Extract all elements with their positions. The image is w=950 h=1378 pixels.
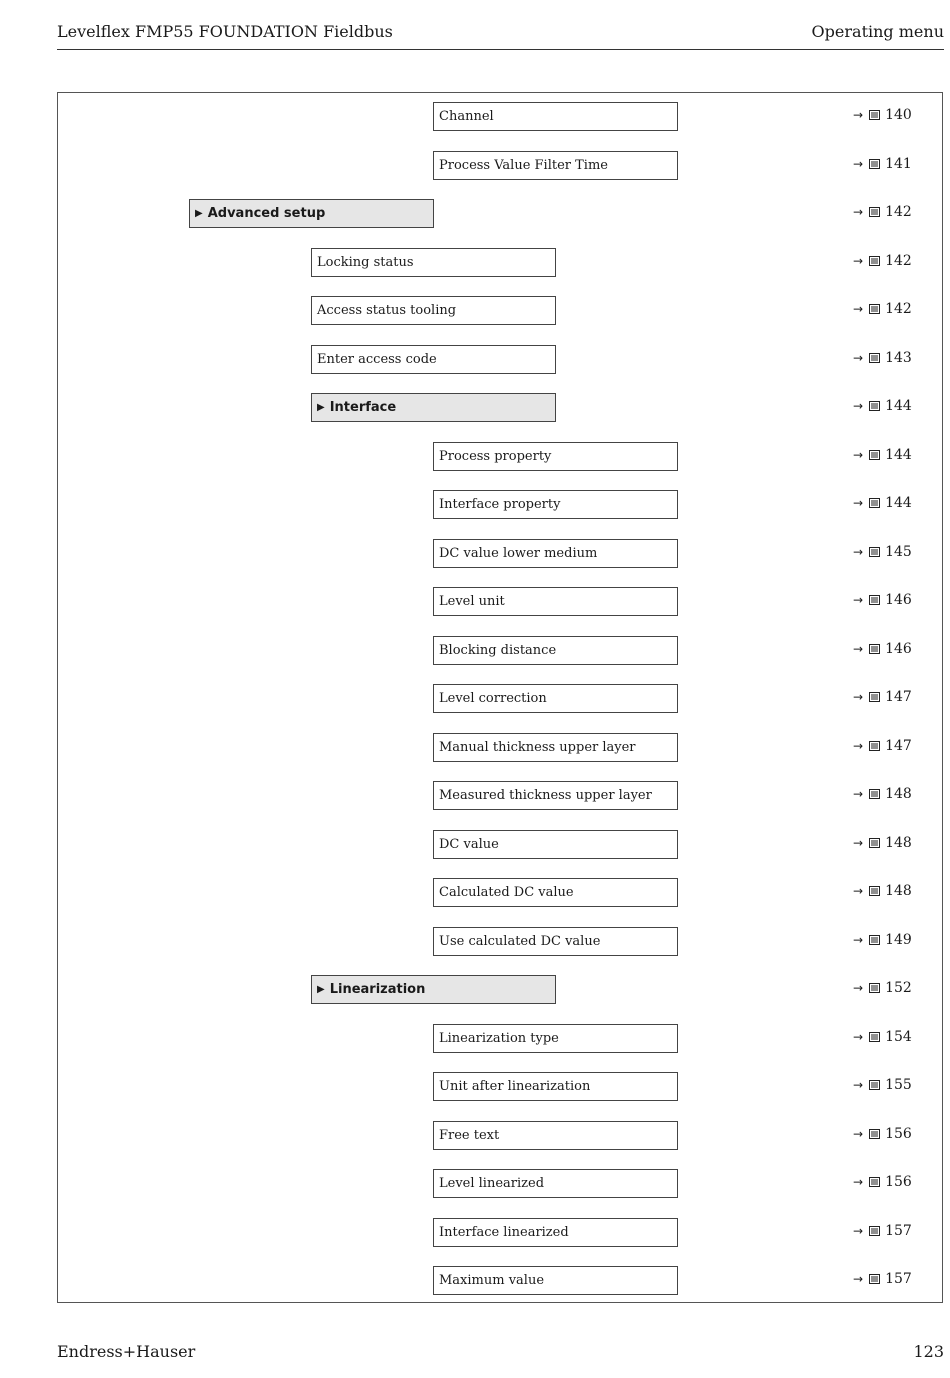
page-reference[interactable]	[853, 442, 912, 469]
arrow-right-icon: →	[853, 932, 864, 947]
parameter-label: Free text	[439, 1127, 500, 1143]
page-reference[interactable]	[853, 1121, 912, 1148]
parameter-label: DC value	[439, 836, 499, 852]
parameter-label: Process property	[439, 448, 552, 464]
arrow-right-icon: →	[853, 544, 864, 559]
arrow-right-icon: →	[853, 1029, 864, 1044]
page-link-number: 146	[885, 592, 912, 608]
page-link-number: 154	[885, 1028, 912, 1045]
page-reference[interactable]	[853, 199, 912, 226]
page-link-number: 157	[885, 1271, 912, 1287]
header-rule	[57, 49, 944, 50]
arrow-right-icon: →	[853, 399, 864, 413]
menu-row	[58, 1169, 942, 1198]
parameter-label: DC value lower medium	[439, 545, 598, 561]
page-link-number: 144	[885, 495, 912, 511]
page-link-number: 149	[885, 931, 912, 948]
parameter-label: Blocking distance	[439, 642, 557, 658]
page-reference[interactable]	[853, 1218, 912, 1245]
page-number: 123	[913, 1342, 944, 1361]
parameter-box	[433, 490, 678, 519]
parameter-box	[433, 151, 678, 180]
menu-row	[58, 1218, 942, 1247]
parameter-box	[311, 345, 556, 374]
arrow-right-icon: →	[853, 1175, 864, 1189]
book-icon	[869, 838, 880, 848]
submenu-triangle-icon: ▶	[195, 208, 203, 219]
page-link-number: 143	[885, 349, 912, 366]
arrow-right-icon: →	[853, 108, 864, 122]
parameter-box	[433, 830, 678, 859]
menu-row	[58, 296, 942, 325]
arrow-right-icon: →	[853, 738, 864, 753]
page-link-number: 148	[885, 834, 912, 851]
page-link-number: 144	[885, 398, 912, 414]
arrow-right-icon: →	[853, 641, 864, 656]
page-link-number: 152	[885, 980, 912, 996]
arrow-right-icon: →	[853, 690, 864, 704]
arrow-right-icon: →	[853, 787, 864, 801]
menu-row	[58, 733, 942, 762]
parameter-box	[433, 1024, 678, 1053]
arrow-right-icon: →	[853, 447, 864, 462]
arrow-right-icon: →	[853, 1078, 864, 1092]
page-link-number: 142	[885, 301, 912, 317]
arrow-right-icon: →	[853, 156, 864, 171]
page-link-number: 146	[885, 640, 912, 657]
arrow-right-icon: →	[853, 981, 864, 995]
page-reference[interactable]	[853, 927, 912, 954]
menu-row	[58, 393, 942, 422]
menu-tree-frame	[57, 92, 943, 1303]
page-link-number: 155	[885, 1077, 912, 1093]
page-reference[interactable]	[853, 1072, 912, 1099]
arrow-right-icon: →	[853, 302, 864, 316]
page-reference[interactable]	[853, 345, 912, 372]
parameter-label: Process Value Filter Time	[439, 157, 608, 173]
page-reference[interactable]	[853, 1169, 912, 1196]
book-icon	[869, 450, 880, 460]
menu-row	[58, 539, 942, 568]
parameter-box	[433, 442, 678, 471]
page-link-number: 144	[885, 446, 912, 463]
book-icon	[869, 644, 880, 654]
parameter-box	[433, 781, 678, 810]
page-reference[interactable]	[853, 830, 912, 857]
arrow-right-icon: →	[853, 593, 864, 607]
parameter-label: Level unit	[439, 594, 505, 609]
page-reference[interactable]	[853, 490, 912, 517]
parameter-box	[433, 636, 678, 665]
parameter-box	[433, 1218, 678, 1247]
submenu-label: Interface	[329, 400, 397, 415]
parameter-box	[433, 878, 678, 907]
arrow-right-icon: →	[853, 1272, 864, 1286]
parameter-label: Maximum value	[439, 1273, 545, 1288]
menu-row	[58, 1121, 942, 1150]
parameter-label: Locking status	[317, 254, 414, 270]
book-icon	[869, 1032, 880, 1042]
parameter-box	[433, 684, 678, 713]
book-icon	[869, 256, 880, 266]
page-link-number: 157	[885, 1222, 912, 1239]
parameter-box	[433, 587, 678, 616]
page-reference[interactable]	[853, 151, 912, 178]
menu-row	[58, 151, 942, 180]
book-icon	[869, 1274, 880, 1284]
page-link-number: 140	[885, 107, 912, 123]
book-icon	[869, 353, 880, 363]
submenu-box	[189, 199, 434, 228]
parameter-label: Manual thickness upper layer	[439, 739, 636, 755]
page-reference[interactable]	[853, 878, 912, 905]
book-icon	[869, 1080, 880, 1090]
parameter-box	[311, 248, 556, 277]
menu-row	[58, 1266, 942, 1295]
parameter-label: Channel	[439, 109, 494, 124]
menu-row	[58, 636, 942, 665]
page-link-number: 148	[885, 883, 912, 899]
menu-row	[58, 830, 942, 859]
menu-row	[58, 442, 942, 471]
menu-row	[58, 927, 942, 956]
page-reference[interactable]	[853, 636, 912, 663]
page-link-number: 147	[885, 737, 912, 754]
page-reference[interactable]	[853, 684, 912, 711]
arrow-right-icon: →	[853, 835, 864, 850]
parameter-box	[433, 1072, 678, 1101]
parameter-label: Calculated DC value	[439, 885, 574, 900]
menu-row	[58, 1024, 942, 1053]
arrow-right-icon: →	[853, 253, 864, 268]
submenu-label: Linearization	[329, 982, 426, 997]
menu-row	[58, 684, 942, 713]
book-icon	[869, 692, 880, 702]
parameter-box	[433, 1169, 678, 1198]
page-link-number: 141	[885, 155, 912, 172]
book-icon	[869, 498, 880, 508]
book-icon	[869, 1129, 880, 1139]
parameter-label: Linearization type	[439, 1030, 559, 1046]
parameter-label: Interface property	[439, 497, 561, 512]
menu-row	[58, 345, 942, 374]
parameter-label: Interface linearized	[439, 1224, 569, 1240]
submenu-box	[311, 393, 556, 422]
page-reference[interactable]	[853, 1266, 912, 1293]
book-icon	[869, 401, 880, 411]
page-reference[interactable]	[853, 733, 912, 760]
parameter-label: Level correction	[439, 691, 547, 706]
book-icon	[869, 983, 880, 993]
submenu-label: Advanced setup	[207, 206, 326, 221]
parameter-box	[433, 102, 678, 131]
page-link-number: 148	[885, 786, 912, 802]
page-link-number: 156	[885, 1125, 912, 1142]
page-link-number: 145	[885, 543, 912, 560]
menu-row	[58, 587, 942, 616]
book-icon	[869, 886, 880, 896]
parameter-label: Level linearized	[439, 1176, 545, 1191]
page-link-number: 142	[885, 204, 912, 220]
parameter-box	[311, 296, 556, 325]
document-title: Levelflex FMP55 FOUNDATION Fieldbus	[57, 22, 393, 41]
menu-row	[58, 490, 942, 519]
section-title: Operating menu	[811, 22, 944, 41]
parameter-box	[433, 733, 678, 762]
page-reference[interactable]	[853, 1024, 912, 1051]
parameter-box	[433, 1121, 678, 1150]
menu-row	[58, 1072, 942, 1101]
menu-row	[58, 199, 942, 228]
page-link-number: 156	[885, 1174, 912, 1190]
menu-row	[58, 248, 942, 277]
submenu-triangle-icon: ▶	[317, 402, 325, 413]
parameter-box	[433, 539, 678, 568]
arrow-right-icon: →	[853, 884, 864, 898]
page-link-number: 142	[885, 252, 912, 269]
arrow-right-icon: →	[853, 350, 864, 365]
page-reference[interactable]	[853, 393, 912, 420]
page-reference[interactable]	[853, 539, 912, 566]
submenu-triangle-icon: ▶	[317, 984, 325, 995]
book-icon	[869, 935, 880, 945]
book-icon	[869, 741, 880, 751]
book-icon	[869, 595, 880, 605]
arrow-right-icon: →	[853, 205, 864, 219]
menu-row	[58, 102, 942, 131]
book-icon	[869, 1177, 880, 1187]
menu-row	[58, 878, 942, 907]
parameter-label: Measured thickness upper layer	[439, 788, 652, 803]
arrow-right-icon: →	[853, 1223, 864, 1238]
page-link-number: 147	[885, 689, 912, 705]
book-icon	[869, 789, 880, 799]
book-icon	[869, 207, 880, 217]
parameter-label: Enter access code	[317, 351, 437, 367]
arrow-right-icon: →	[853, 1126, 864, 1141]
parameter-label: Unit after linearization	[439, 1079, 591, 1094]
book-icon	[869, 159, 880, 169]
parameter-label: Access status tooling	[317, 303, 457, 318]
menu-row	[58, 975, 942, 1004]
book-icon	[869, 304, 880, 314]
parameter-box	[433, 1266, 678, 1295]
page-reference[interactable]	[853, 296, 912, 323]
book-icon	[869, 1226, 880, 1236]
footer-brand: Endress+Hauser	[57, 1342, 196, 1361]
page-reference[interactable]	[853, 781, 912, 808]
page-reference[interactable]	[853, 102, 912, 129]
parameter-label: Use calculated DC value	[439, 933, 601, 949]
menu-row	[58, 781, 942, 810]
book-icon	[869, 547, 880, 557]
submenu-box	[311, 975, 556, 1004]
book-icon	[869, 110, 880, 120]
page-reference[interactable]	[853, 587, 912, 614]
page-reference[interactable]	[853, 248, 912, 275]
page-reference[interactable]	[853, 975, 912, 1002]
parameter-box	[433, 927, 678, 956]
arrow-right-icon: →	[853, 496, 864, 510]
